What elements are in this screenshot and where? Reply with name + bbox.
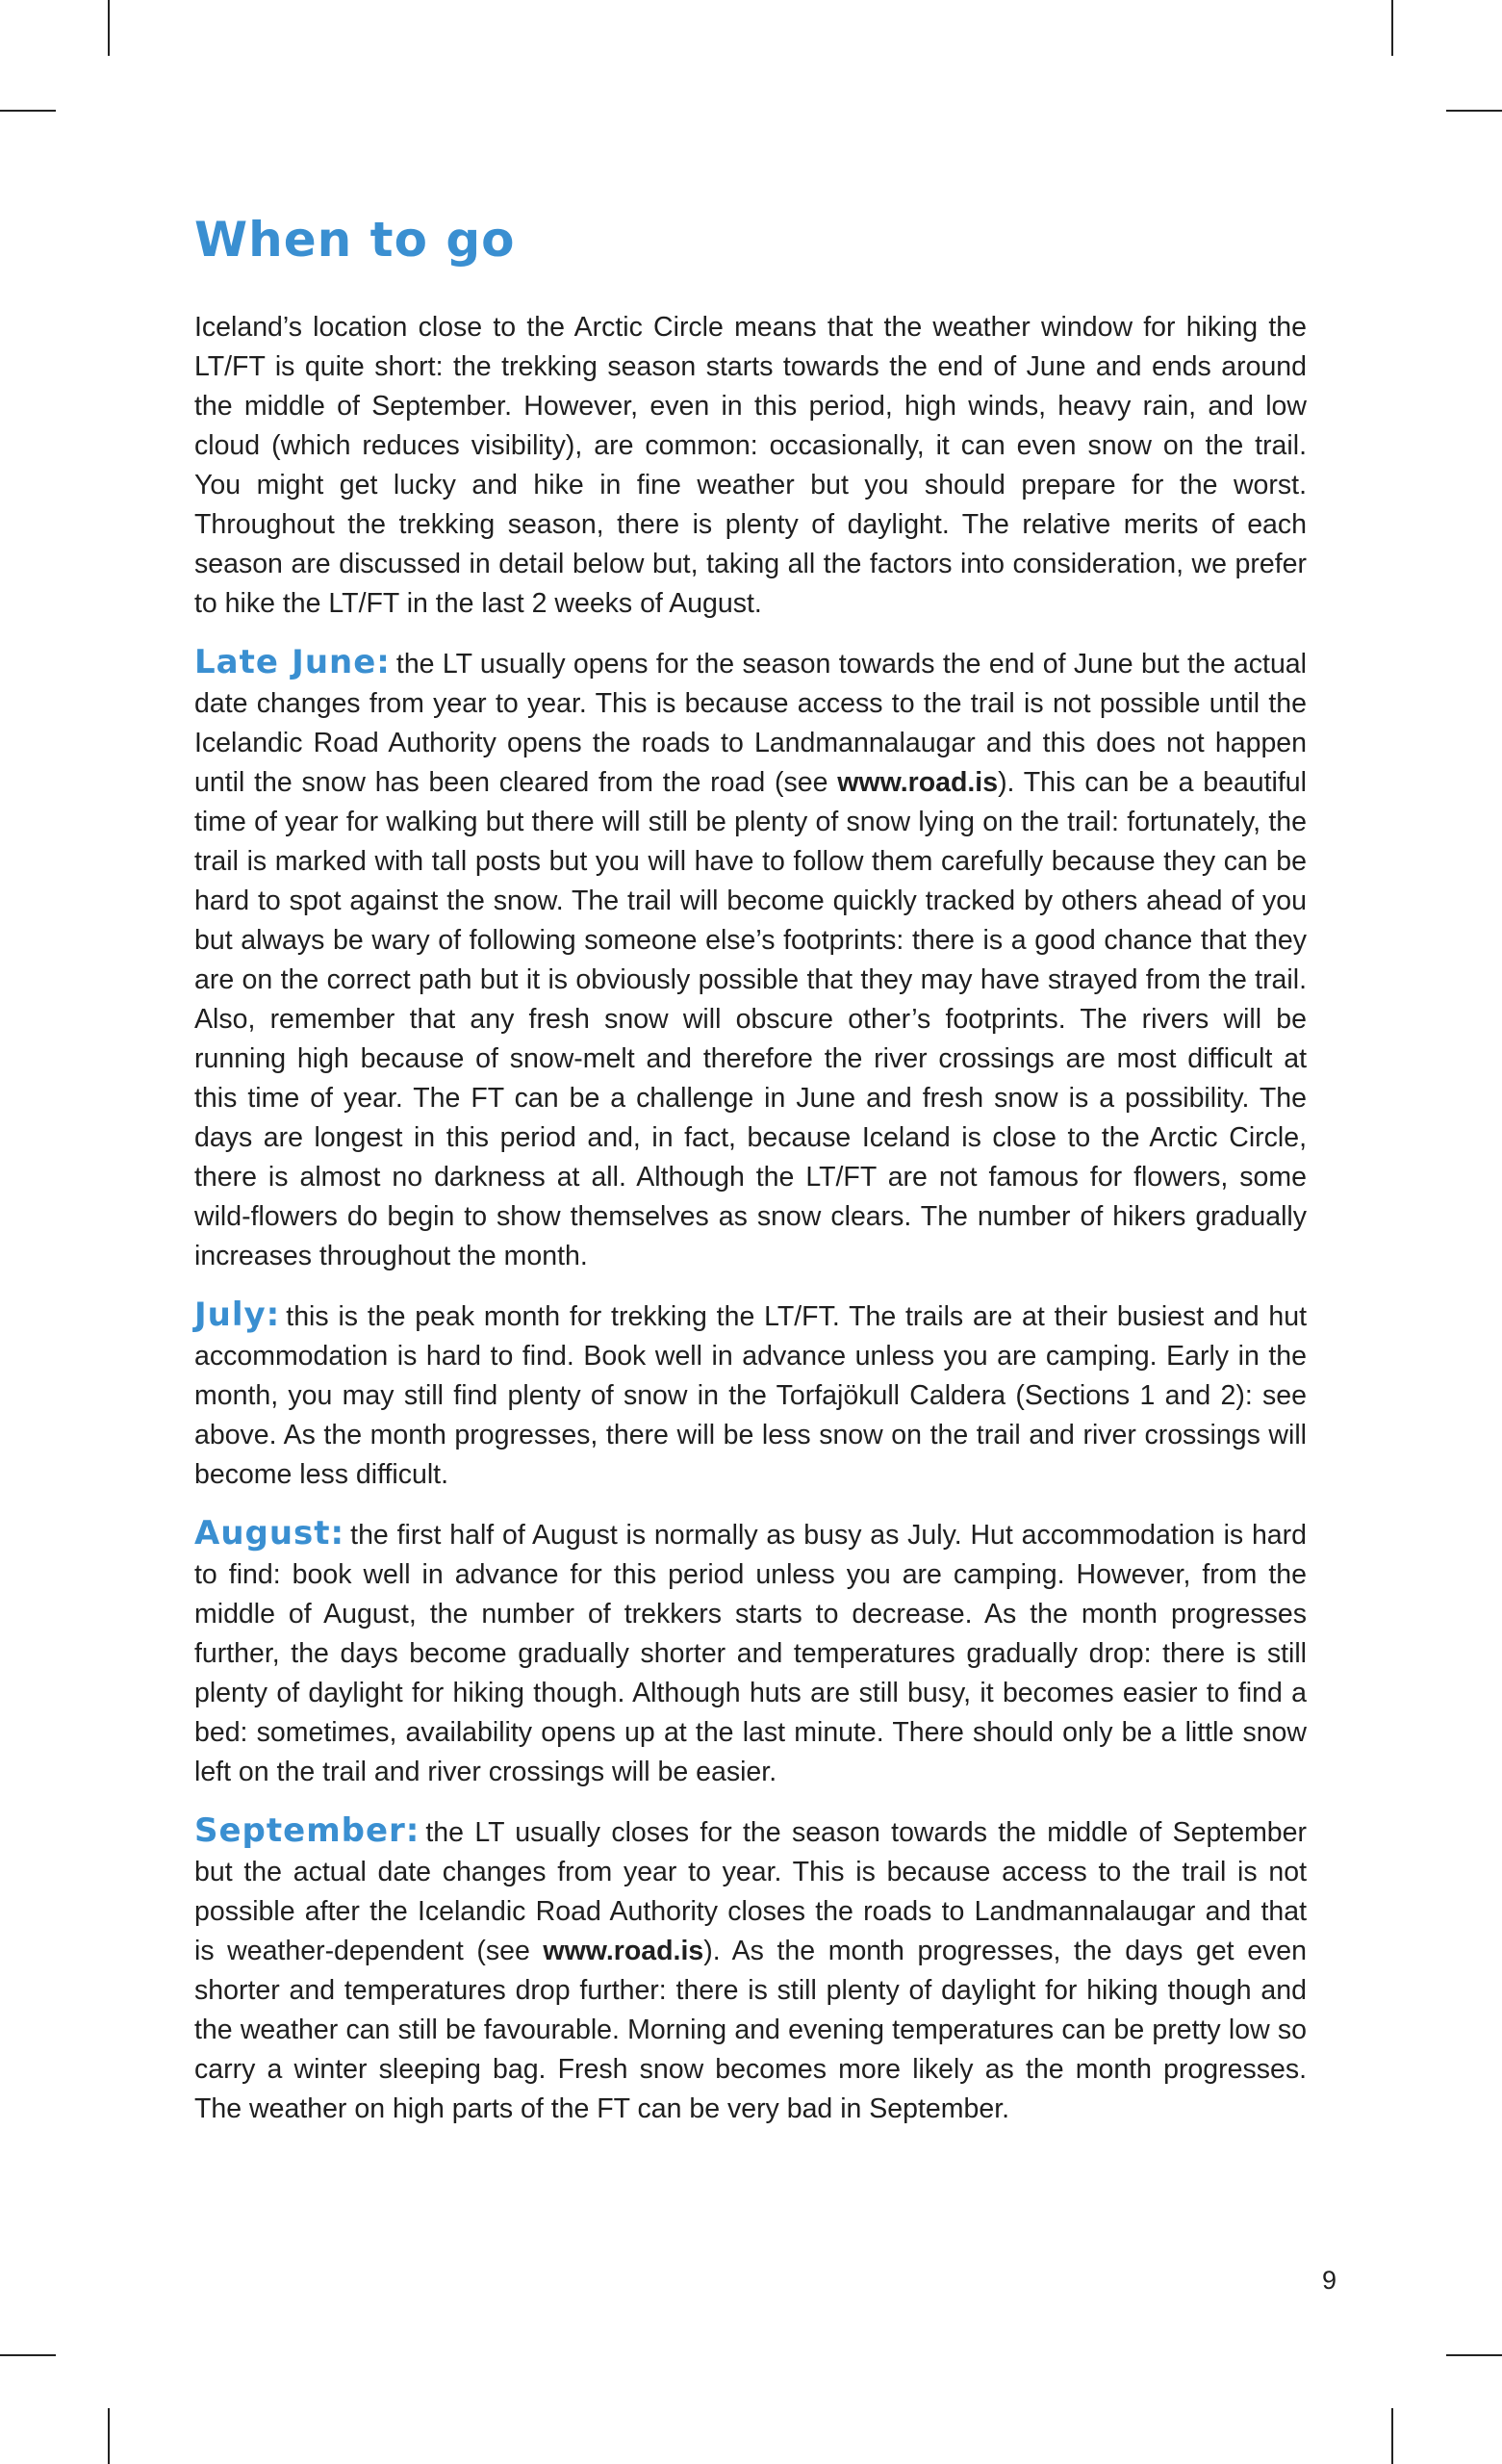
section-label: July: [194, 1296, 281, 1334]
section-text: the first half of August is normally as busy as July. Hut accommodation is hard to find: book well in advance for this period unless you are camping. However, from the middle of August, the number of trekkers starts to decrease. As the month progresses further, the days become gradually shorter and temperatures gradually drop: there is still plenty of daylight for hiking though. Although huts are still busy, it becomes easier to find a bed: sometimes, availability opens up at the last minute. There should only be a little snow left on the trail and river crossings will be easier. [194, 1520, 1307, 1787]
page-number: 9 [1322, 2266, 1337, 2295]
section-july [194, 1296, 1307, 1495]
crop-mark [1391, 2408, 1393, 2464]
page-content [194, 212, 1307, 2148]
section-label: Late June: [194, 643, 391, 681]
road-link[interactable]: www.road.is [543, 1936, 704, 1966]
section-text: the LT usually opens for the season towards the end of June but the actual date changes from year to year. This is because access to the trail is not possible until the Icelandic Road Authority opens the roads to Landmannalaugar and this does not happen until the snow has been cleared from the road (see [194, 649, 1307, 798]
section-label: September: [194, 1811, 420, 1850]
crop-mark [1446, 110, 1502, 112]
section-label: August: [194, 1514, 345, 1553]
crop-mark [108, 2408, 110, 2464]
section-text: the LT usually closes for the season towards the middle of September but the actual date changes from year to year. This is because access to the trail is not possible after the Icelandic Road Authority closes the roads to Landmannalaugar and that is weather-dependent (see [194, 1817, 1307, 1966]
section-august [194, 1514, 1307, 1792]
section-late-june [194, 643, 1307, 1276]
crop-mark [108, 0, 110, 56]
crop-mark [1391, 0, 1393, 56]
intro-paragraph: Iceland’s location close to the Arctic Circle means that the weather window for hiking the LT/FT is quite short: the trekking season starts towards the end of June and ends around the middle of September. However, even in this period, high winds, heavy rain, and low cloud (which reduces visibility), are common: occasionally, it can even snow on the trail. You might get lucky and hike in fine weather but you should prepare for the worst. Throughout the trekking season, there is plenty of daylight. The relative merits of each season are discussed in detail below but, taking all the factors into consideration, we prefer to hike the LT/FT in the last 2 weeks of August. [194, 312, 1307, 619]
crop-mark [1446, 2354, 1502, 2356]
section-september [194, 1811, 1307, 2129]
road-link[interactable]: www.road.is [837, 767, 999, 798]
section-text: ). This can be a beautiful time of year for walking but there will still be plenty of snow lying on the trail: fortunately, the trail is marked with tall posts but you will have to follow them carefully because they can be hard to spot against the snow. The trail will become quickly tracked by others ahead of you but always be wary of following someone else’s footprints: there is a good chance that they are on the correct path but it is obviously possible that they may have strayed from the trail. Also, remember that any fresh snow will obscure other’s footprints. The rivers will be running high because of snow-melt and therefore the river crossings are most difficult at this time of year. The FT can be a challenge in June and fresh snow is a possibility. The days are longest in this period and, in fact, because Iceland is close to the Arctic Circle, there is almost no darkness at all. Although the LT/FT are not famous for flowers, some wild-flowers do begin to show themselves as snow clears. The number of hikers gradually increases throughout the month. [194, 767, 1307, 1271]
section-text: this is the peak month for trekking the LT/FT. The trails are at their busiest and hut accommodation is hard to find. Book well in advance unless you are camping. Early in the month, you may still find plenty of snow in the Torfajökull Caldera (Sections 1 and 2): see above. As the month progresses, there will be less snow on the trail and river crossings will become less difficult. [194, 1301, 1307, 1490]
page-title: When to go [194, 212, 516, 268]
section-text: ). As the month progresses, the days get even shorter and temperatures drop further: there is still plenty of daylight for hiking though and the weather can still be favourable. Morning and evening temperatures can be pretty low so carry a winter sleeping bag. Fresh snow becomes more likely as the month progresses. The weather on high parts of the FT can be very bad in September. [194, 1936, 1307, 2124]
crop-mark [0, 2354, 56, 2356]
crop-mark [0, 110, 56, 112]
